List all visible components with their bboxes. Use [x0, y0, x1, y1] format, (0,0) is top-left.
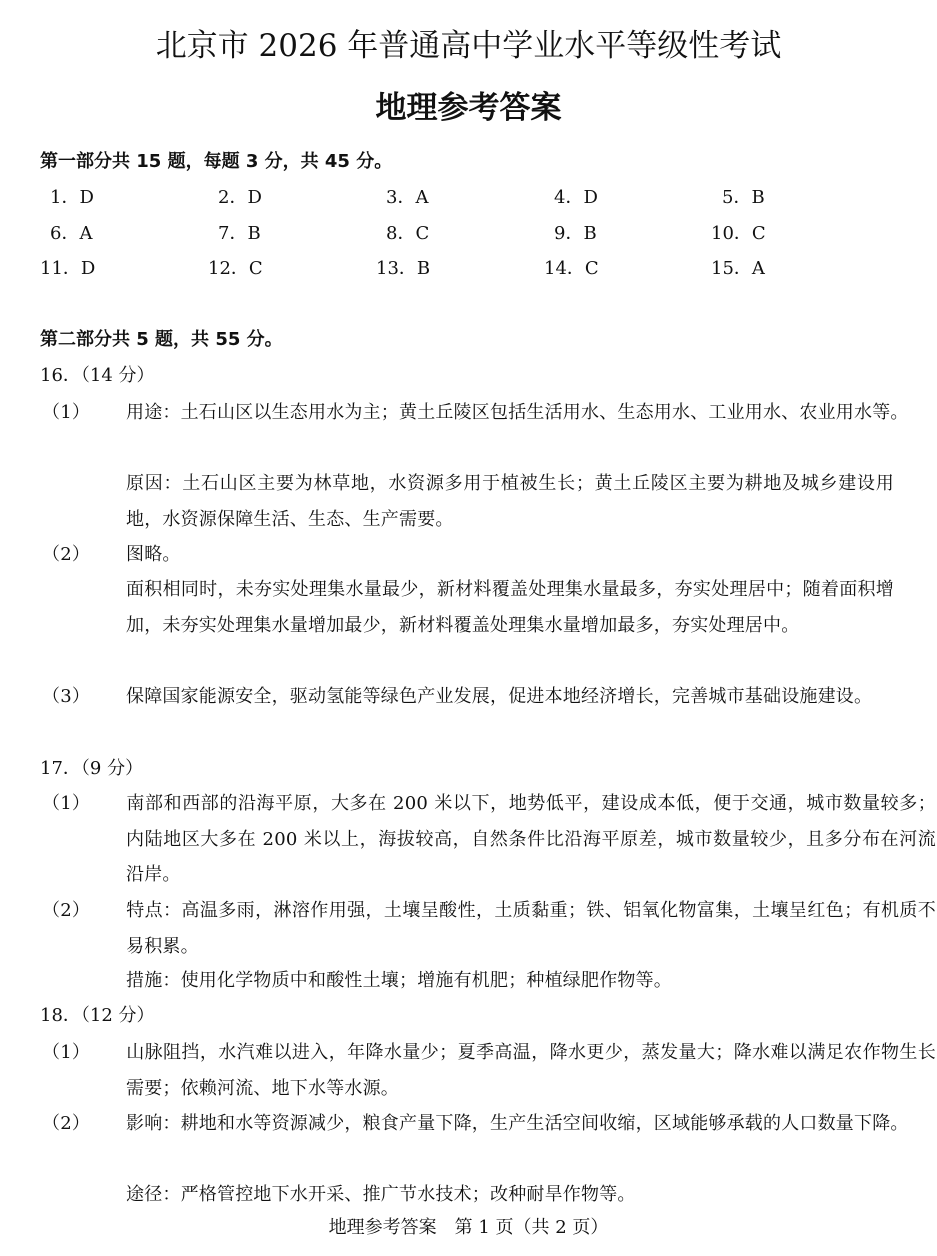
- answer-5: 5．B: [722, 187, 765, 208]
- q16-sub2-text: 图略。: [126, 544, 181, 565]
- q18-sub1: [42, 1035, 936, 1106]
- q17-sub2-label: （2）: [42, 900, 91, 921]
- answer-7: 7．B: [218, 223, 261, 244]
- answer-row: [40, 256, 900, 282]
- q17-sub2: [42, 893, 936, 964]
- answer-9: 9．B: [554, 223, 597, 244]
- q17-sub2-text: 特点：高温多雨，淋溶作用强，土壤呈酸性，土质黏重；铁、铝氧化物富集，土壤呈红色；有机质不易积累。: [126, 900, 936, 957]
- q16-sub3-label: （3）: [42, 686, 91, 707]
- q17-heading: 17．（9 分）: [40, 758, 144, 779]
- page-subtitle: 地理参考答案: [375, 90, 562, 126]
- q16-sub1-text: 用途：土石山区以生态用水为主；黄土丘陵区包括生活用水、生态用水、工业用水、农业用水等。: [126, 402, 909, 423]
- q18-sub1-text: 山脉阻挡，水汽难以进入，年降水量少；夏季高温，降水更少，蒸发量大；降水难以满足农作物生长需要；依赖河流、地下水等水源。: [126, 1042, 936, 1099]
- q17-sub2-measures: 措施：使用化学物质中和酸性土壤；增施有机肥；种植绿肥作物等。: [126, 970, 672, 991]
- answer-6: 6．A: [50, 223, 93, 244]
- q16-sub1: [42, 395, 936, 431]
- q18-sub2: [42, 1106, 936, 1142]
- answer-14: 14．C: [544, 258, 599, 279]
- page-title: 北京市 2026 年普通高中学业水平等级性考试: [155, 28, 782, 64]
- q17-sub1-text: 南部和西部的沿海平原，大多在 200 米以下，地势低平，建设成本低，便于交通，城市数量较多；内陆地区大多在 200 米以上，海拔较高，自然条件比沿海平原差，城市数量较少，且多分布在河流沿岸。: [126, 793, 936, 886]
- answer-11: 11．D: [40, 258, 96, 279]
- q16-sub3-text: 保障国家能源安全，驱动氢能等绿色产业发展，促进本地经济增长，完善城市基础设施建设。: [126, 686, 873, 707]
- q18-sub2-label: （2）: [42, 1113, 91, 1134]
- part2-heading: 第二部分共 5 题，共 55 分。: [40, 329, 283, 350]
- q16-sub1-label: （1）: [42, 402, 91, 423]
- answer-3: 3．A: [386, 187, 429, 208]
- answer-8: 8．C: [386, 223, 430, 244]
- q16-sub1-reason: 原因：土石山区主要为林草地，水资源多用于植被生长；黄土丘陵区主要为耕地及城乡建设用地，水资源保障生活、生态、生产需要。: [126, 473, 894, 530]
- q16-heading: 16．（14 分）: [40, 365, 155, 386]
- answer-2: 2．D: [218, 187, 262, 208]
- q16-sub2: [42, 537, 936, 573]
- answer-row: [40, 185, 900, 211]
- q18-sub2-text: 影响：耕地和水等资源减少，粮食产量下降，生产生活空间收缩，区域能够承载的人口数量下降。: [126, 1113, 909, 1134]
- q18-sub1-label: （1）: [42, 1042, 91, 1063]
- q16-sub3: [42, 679, 936, 715]
- answer-4: 4．D: [554, 187, 598, 208]
- part1-heading: 第一部分共 15 题，每题 3 分，共 45 分。: [40, 151, 393, 172]
- answer-15: 15．A: [711, 258, 765, 279]
- q18-heading: 18．（12 分）: [40, 1005, 155, 1026]
- answer-12: 12．C: [208, 258, 263, 279]
- q18-sub2-approach: 途径：严格管控地下水开采、推广节水技术；改种耐旱作物等。: [126, 1184, 636, 1205]
- answer-row: [40, 221, 900, 247]
- answer-10: 10．C: [711, 223, 766, 244]
- q16-sub2-label: （2）: [42, 544, 91, 565]
- page-footer: 地理参考答案 第 1 页（共 2 页）: [328, 1217, 609, 1238]
- q17-sub1-label: （1）: [42, 793, 91, 814]
- answer-1: 1．D: [50, 187, 94, 208]
- answer-13: 13．B: [376, 258, 431, 279]
- q16-sub2-detail: 面积相同时，未夯实处理集水量最少，新材料覆盖处理集水量最多，夯实处理居中；随着面积增加，未夯实处理集水量增加最少，新材料覆盖处理集水量增加最多，夯实处理居中。: [126, 579, 894, 636]
- q17-sub1: [42, 786, 936, 893]
